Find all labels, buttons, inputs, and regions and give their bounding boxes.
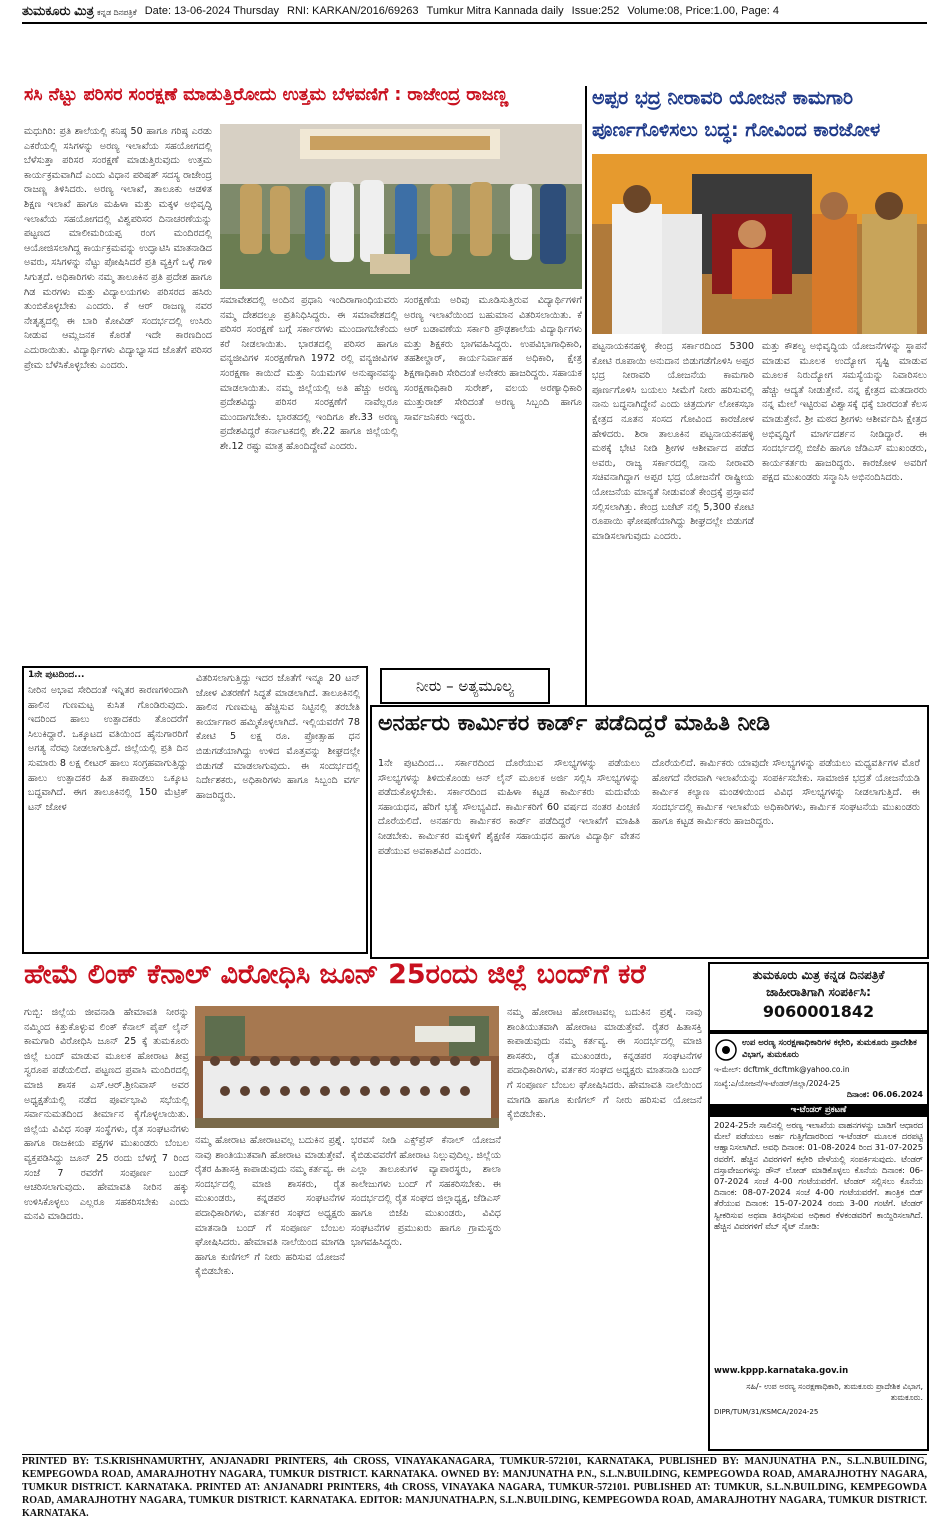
imprint-footer: PRINTED BY: T.S.KRISHNAMURTHY, ANJANADRI PRINTERS, 4th CROSS, VINAYAKANAGARA, TUMKUR-572101, KARNATAKA, PUBLISHED BY: MANJUNATHA P.N., S.L.N.BUILDING, KEMPEGOWDA ROAD, AMARAJHOTHY NAGARA, TUMKUR DISTRICT. KARNATAKA. OWNED BY: MANJUNATHA P.N., S.L.N.BUILDING, KEMPEGOWDA ROAD, AMARAJHOTHY NAGARA, TUMKUR DISTRICT. KARNATAKA. PRINTED AT: ANJANADRI PRINTERS, 4th CROSS, VINAYAKA NAGARA, TUMKUR-572101. PUBLISHED AT: TUMKUR, S.L.N.BUILDING, KEMPEGOWDA ROAD, AMARAJHOTHY NAGARA, TUMKUR DISTRICT. KARNATAKA. EDITOR: MANJUNATHA.P.N, S.L.N.BUILDING, KEMPEGOWDA ROAD, AMARAJHOTHY NAGARA, TUMKUR DISTRICT. KARNATAKA. bbox=[22, 1456, 927, 1519]
tender-title: ಇ-ಟೆಂಡರ್ ಪ್ರಕಟಣೆ bbox=[710, 1104, 927, 1118]
jump-column-1: ನೀರಿನ ಅಭಾವ ಸೇರಿದಂತೆ ಇನ್ನಿತರ ಕಾರಣಗಳಿಂದಾಗಿ ಹಾಲಿನ ಗುಣಮಟ್ಟ ಕುಸಿತ ಗೊಂಡಿರುವುದು. ಇದರಿಂದ ಹಾಲು ಉತ್ಪಾದಕರು ತೊಂದರೆಗೆ ಸಿಲುಕಿದ್ದಾರೆ. ಒಕ್ಕೂಟದ ವತಿಯಿಂದ ಹೈನುಗಾರರಿಗೆ ಅಗತ್ಯ ನೆರವು ನೀಡಲಾಗುತ್ತಿದೆ. ಜಿಲ್ಲೆಯಲ್ಲಿ ಪ್ರತಿ ದಿನ ಸುಮಾರು 8 ಲಕ್ಷ ಲೀಟರ್ ಹಾಲು ಸಂಗ್ರಹವಾಗುತ್ತಿದ್ದು ಹಾಲು ಉತ್ಪಾದಕರ ಹಿತ ಕಾಪಾಡಲು ಒಕ್ಕೂಟ ಬದ್ಧವಾಗಿದೆ. ಈಗ ತಾಲೂಕಿನಲ್ಲಿ 150 ಮೆಟ್ರಿಕ್ ಟನ್ ಜೋಳ bbox=[28, 685, 188, 813]
story4-column-1: ಗುಬ್ಬಿ: ಜಿಲ್ಲೆಯ ಜೀವನಾಡಿ ಹೇಮಾವತಿ ನೀರನ್ನು ನಮ್ಮಿಂದ ಕಿತ್ತುಕೊಳ್ಳುವ ಲಿಂಕ್ ಕೆನಾಲ್ ಪೈಪ್ ಲೈನ್ ಕಾಮಗಾರಿ ವಿರೋಧಿಸಿ ಜೂನ್ 25 ಕ್ಕೆ ತುಮಕೂರು ಜಿಲ್ಲೆ ಬಂದ್ ಮಾಡುವ ಮೂಲಕ ಹೋರಾಟ ತೀವ್ರ ಸ್ವರೂಪ ಪಡೆಯಲಿದೆ. ಪಟ್ಟಣದ ಪ್ರವಾಸಿ ಮಂದಿರದಲ್ಲಿ ಮಾಜಿ ಶಾಸಕ ಎಸ್.ಆರ್.ಶ್ರೀನಿವಾಸ್ ಅವರ ಅಧ್ಯಕ್ಷತೆಯಲ್ಲಿ ನಡೆದ ಪೂರ್ವಭಾವಿ ಸಭೆಯಲ್ಲಿ ಸರ್ವಾನುಮತದಿಂದ ತೀರ್ಮಾನ ಕೈಗೊಳ್ಳಲಾಯಿತು. ಜಿಲ್ಲೆಯ ವಿವಿಧ ಸಂಘ ಸಂಸ್ಥೆಗಳು, ರೈತ ಸಂಘಟನೆಗಳು ಹಾಗೂ ರಾಜಕೀಯ ಪಕ್ಷಗಳ ಮುಖಂಡರು ಬೆಂಬಲ ವ್ಯಕ್ತಪಡಿಸಿದ್ದು ಜೂನ್ 25 ರಂದು ಬೆಳಗ್ಗೆ 7 ರಿಂದ ಸಂಜೆ 7 ರವರೆಗೆ ಸಂಪೂರ್ಣ ಬಂದ್ ಆಚರಿಸಲಾಗುವುದು. ಹೇಮಾವತಿ ನೀರಿನ ಹಕ್ಕು ಉಳಿಸಿಕೊಳ್ಳಲು ಎಲ್ಲರೂ ಸಹಕರಿಸಬೇಕು ಎಂದು ಮನವಿ ಮಾಡಿದರು. bbox=[24, 1007, 189, 1223]
classified-line1: ತುಮಕೂರು ಮಿತ್ರ ಕನ್ನಡ ದಿನಪತ್ರಿಕೆ bbox=[752, 968, 885, 982]
government-emblem-icon bbox=[714, 1038, 738, 1062]
story1-column-2: ಸಮಾವೇಶದಲ್ಲಿ ಅಂದಿನ ಪ್ರಧಾನಿ ಇಂದಿರಾಗಾಂಧಿಯವರು ನಮ್ಮ ದೇಶದಲ್ಲೂ ಪ್ರತಿನಿಧಿಸಿದ್ದರು. ಈ ಸಮಾವೇಶದಲ್ಲಿ ಪರಿಸರ ಸಂರಕ್ಷಣೆ ಬಗ್ಗೆ ಸರ್ಕಾರಗಳು ಮುಂದಾಗಬೇಕೆಂದು ಕರೆ ನೀಡಲಾಯಿತು. ಭಾರತದಲ್ಲಿ ಪರಿಸರ ಹಾಗೂ ವನ್ಯಜೀವಿಗಳ ಸಂರಕ್ಷಣೆಗಾಗಿ 1972 ರಲ್ಲಿ ವನ್ಯಜೀವಿಗಳ ಸಂರಕ್ಷಣಾ ಕಾಯಿದೆ ಮತ್ತು ನಿಯಮಗಳ ಅನುಷ್ಠಾನವನ್ನು ಮಾಡಲಾಯಿತು. ನಮ್ಮ ಜಿಲ್ಲೆಯಲ್ಲಿ ಅತಿ ಹೆಚ್ಚು ಅರಣ್ಯ ಪ್ರದೇಶವಿದ್ದು ಪರಿಸರ ಸಂರಕ್ಷಣೆಗೆ ನಾವೆಲ್ಲರೂ ಮುಂದಾಗಬೇಕು. ಭಾರತದಲ್ಲಿ ಇಂದಿಗೂ ಶೇ.33 ಅರಣ್ಯ ಪ್ರದೇಶವಿದ್ದರೆ ಕರ್ನಾಟಕದಲ್ಲಿ ಶೇ.22 ಹಾಗೂ ಜಿಲ್ಲೆಯಲ್ಲಿ ಶೇ.12 ರಷ್ಟು ಮಾತ್ರ ಹೊಂದಿದ್ದೇವೆ ಎಂದರು. bbox=[220, 295, 398, 452]
tender-signature: ಸಹಿ/- ಉಪ ಅರಣ್ಯ ಸಂರಕ್ಷಣಾಧಿಕಾರಿ, ತುಮಕೂರು ಪ್ರಾದೇಶಿಕ ವಿಭಾಗ, ತುಮಕೂರು. bbox=[746, 1381, 923, 1402]
story2-headline-line2: ಪೂರ್ಣಗೊಳಿಸಲು ಬದ್ಧ: ಗೋವಿಂದ ಕಾರಜೋಳ bbox=[592, 120, 881, 141]
story2-column-2: ಮತ್ತು ಕೌಶಲ್ಯ ಅಭಿವೃದ್ಧಿಯ ಯೋಜನೆಗಳನ್ನು ಸ್ಥಾಪನೆ ಮಾಡುವ ಮೂಲಕ ಉದ್ಯೋಗ ಸೃಷ್ಟಿ ಮಾಡುವ ಮೂಲಕ ನಿರುದ್ಯೋಗ ಸಮಸ್ಯೆಯನ್ನು ನಿವಾರಿಸಲು ಹೆಚ್ಚು ಆದ್ಯತೆ ನೀಡುತ್ತೇನೆ. ನನ್ನ ಕ್ಷೇತ್ರದ ಮತದಾರರು ನನ್ನ ಮೇಲೆ ಇಟ್ಟಿರುವ ವಿಶ್ವಾಸಕ್ಕೆ ಧಕ್ಕೆ ಬಾರದಂತೆ ಕೆಲಸ ಮಾಡುತ್ತೇನೆ. ಶ್ರೀ ಮಠದ ಶ್ರೀಗಳು ಆಶೀರ್ವದಿಸಿ ಕ್ಷೇತ್ರದ ಅಭಿವೃದ್ಧಿಗೆ ಮಾರ್ಗದರ್ಶನ ನೀಡಿದ್ದಾರೆ. ಈ ಸಂದರ್ಭದಲ್ಲಿ ಬಿಜೆಪಿ ಹಾಗೂ ಜೆಡಿಎಸ್ ಮುಖಂಡರು, ಕಾರ್ಯಕರ್ತರು ಹಾಜರಿದ್ದರು. ಕಾರಜೋಳ ಅವರಿಗೆ ಪಕ್ಷದ ಮುಖಂಡರು ಸನ್ಮಾನಿಸಿ ಅಭಿನಂದಿಸಿದರು. bbox=[762, 341, 927, 484]
masthead-paper-name: Tumkur Mitra Kannada daily bbox=[426, 5, 564, 17]
story3-column-1: 1ನೇ ಪುಟದಿಂದ... ಸರ್ಕಾರದಿಂದ ದೊರೆಯುವ ಸೌಲಭ್ಯಗಳನ್ನು ಪಡೆಯಲು ಸೌಲಭ್ಯಗಳನ್ನು ತಿಳಿದುಕೊಂಡು ಆನ್ ಲೈನ್ ಮೂಲಕ ಅರ್ಜಿ ಸಲ್ಲಿಸಿ ಸೌಲಭ್ಯಗಳನ್ನು ಪಡೆದುಕೊಳ್ಳಬೇಕು. ಸರ್ಕಾರದಿಂದ ಮಹಿಳಾ ಕಟ್ಟಡ ಕಾರ್ಮಿಕರು ಮದುವೆಯ ಸಹಾಯಧನ, ಹೆರಿಗೆ ಭತ್ಯೆ ಸೌಲಭ್ಯವಿದೆ. ಕಾರ್ಮಿಕರಿಗೆ 60 ವರ್ಷದ ನಂತರ ಪಿಂಚಣಿ ದೊರೆಯಲಿದೆ. ಅನರ್ಹರು ಕಾರ್ಮಿಕರ ಕಾರ್ಡ್ ಪಡೆದಿದ್ದರೆ ಇಲಾಖೆಗೆ ಮಾಹಿತಿ ನೀಡಬೇಕು. ಕಾರ್ಮಿಕರ ಮಕ್ಕಳಿಗೆ ಶೈಕ್ಷಣಿಕ ಸಹಾಯಧನ ಹಾಗೂ ವಿದ್ಯಾರ್ಥಿ ವೇತನ ಪಡೆಯುವ ಅವಕಾಶವಿದೆ ಎಂದರು. bbox=[378, 758, 640, 857]
story2-column-1: ಪಟ್ಟನಾಯಕನಹಳ್ಳಿ ಕೇಂದ್ರ ಸರ್ಕಾರದಿಂದ 5300 ಕೋಟಿ ರೂಪಾಯಿ ಅನುದಾನ ಬಿಡುಗಡೆಗೊಳಿಸಿ ಅಪ್ಪರ ಭದ್ರ ನೀರಾವರಿ ಯೋಜನೆಯ ಕಾಮಗಾರಿ ಪೂರ್ಣಗೊಳಿಸಿ ಬಯಲು ಸೀಮೆಗೆ ನೀರು ಹರಿಸುವಲ್ಲಿ ನಾನು ಬದ್ಧನಾಗಿದ್ದೇನೆ ಎಂದು ಚಿತ್ರದುರ್ಗ ಲೋಕಸಭಾ ಕ್ಷೇತ್ರದ ನೂತನ ಸಂಸದ ಗೋವಿಂದ ಕಾರಜೋಳ ಹೇಳಿದರು. ಶಿರಾ ತಾಲೂಕಿನ ಪಟ್ಟನಾಯಕನಹಳ್ಳಿ ಮಠಕ್ಕೆ ಭೇಟಿ ನೀಡಿ ಶ್ರೀಗಳ ಆಶೀರ್ವಾದ ಪಡೆದ ಅವರು, ರಾಜ್ಯ ಸರ್ಕಾರದಲ್ಲಿ ನಾನು ನೀರಾವರಿ ಸಚಿವನಾಗಿದ್ದಾಗ ಅಪ್ಪರ ಭದ್ರ ಯೋಜನೆಗೆ ರಾಷ್ಟ್ರೀಯ ಯೋಜನೆಯ ಮಾನ್ಯತೆ ನೀಡುವಂತೆ ಕೇಂದ್ರಕ್ಕೆ ಪ್ರಸ್ತಾವನೆ ಸಲ್ಲಿಸಲಾಗಿತ್ತು. ಕೇಂದ್ರ ಬಜೆಟ್ ನಲ್ಲಿ 5,300 ಕೋಟಿ ರೂಪಾಯಿ ಘೋಷಣೆಯಾಗಿದ್ದು ಶೀಘ್ರದಲ್ಲೇ ಬಿಡುಗಡೆ ಮಾಡಿಸಲಾಗುವುದು ಎಂದರು. bbox=[592, 341, 754, 542]
tender-body: 2024-25ನೇ ಸಾಲಿನಲ್ಲಿ ಅರಣ್ಯ ಇಲಾಖೆಯ ವಾಹನಗಳನ್ನು ಬಾಡಿಗೆ ಆಧಾರದ ಮೇಲೆ ಪಡೆಯಲು ಅರ್ಹ ಗುತ್ತಿಗೆದಾರರಿಂದ ಇ-ಟೆಂಡರ್ ಮೂಲಕ ದರಪಟ್ಟಿ ಆಹ್ವಾನಿಸಲಾಗಿದೆ. ಅವಧಿ ದಿನಾಂಕ: 01-08-2024 ರಿಂದ 31-07-2025 ರವರೆಗೆ. ಹೆಚ್ಚಿನ ವಿವರಗಳಿಗೆ ಕಛೇರಿ ವೇಳೆಯಲ್ಲಿ ಸಂಪರ್ಕಿಸುವುದು. ಟೆಂಡರ್ ದಸ್ತಾವೇಜುಗಳನ್ನು ಡೌನ್ ಲೋಡ್ ಮಾಡಿಕೊಳ್ಳಲು ಕೊನೆಯ ದಿನಾಂಕ: 06-07-2024 ಸಂಜೆ 4-00 ಗಂಟೆಯವರೆಗೆ. ಟೆಂಡರ್ ಸಲ್ಲಿಸಲು ಕೊನೆಯ ದಿನಾಂಕ: 08-07-2024 ಸಂಜೆ 4-00 ಗಂಟೆಯವರೆಗೆ. ತಾಂತ್ರಿಕ ಬಿಡ್ ತೆರೆಯುವ ದಿನಾಂಕ: 15-07-2024 ರಂದು 3-00 ಗಂಟೆಗೆ. ಟೆಂಡರ್ ಸ್ವೀಕರಿಸುವ ಅಥವಾ ತಿರಸ್ಕರಿಸುವ ಅಧಿಕಾರ ಕೆಳಕಂಡವರಿಗೆ ಕಾಯ್ದಿರಿಸಲಾಗಿದೆ. ಹೆಚ್ಚಿನ ವಿವರಗಳಿಗೆ ವೆಬ್ ಸೈಟ್ ನೋಡಿ: bbox=[714, 1120, 923, 1231]
classified-ad-box bbox=[708, 962, 929, 1032]
masthead bbox=[22, 0, 927, 24]
story1-column-3: ಸಂರಕ್ಷಣೆಯ ಅರಿವು ಮೂಡಿಸುತ್ತಿರುವ ವಿದ್ಯಾರ್ಥಿಗಳಿಗೆ ಅರಣ್ಯ ಇಲಾಖೆಯಿಂದ ಬಹುಮಾನ ವಿತರಿಸಲಾಯಿತು. ಕೆ ಆರ್ ಬಡಾವಣೆಯ ಸರ್ಕಾರಿ ಪ್ರೌಢಶಾಲೆಯ ವಿದ್ಯಾರ್ಥಿಗಳು ಮತ್ತು ಶಿಕ್ಷಕರು ಭಾಗವಹಿಸಿದ್ದರು. ಉಪವಿಭಾಗಾಧಿಕಾರಿ, ತಹಶೀಲ್ದಾರ್, ಕಾರ್ಯನಿರ್ವಾಹಕ ಅಧಿಕಾರಿ, ಕ್ಷೇತ್ರ ಶಿಕ್ಷಣಾಧಿಕಾರಿ ಸೇರಿದಂತೆ ಅನೇಕರು ಹಾಜರಿದ್ದರು. ಸಹಾಯಕ ಸಂರಕ್ಷಣಾಧಿಕಾರಿ ಸುರೇಶ್, ವಲಯ ಅರಣ್ಯಾಧಿಕಾರಿ ಮುತ್ತುರಾಜ್ ಸೇರಿದಂತೆ ಅರಣ್ಯ ಸಿಬ್ಬಂದಿ ಹಾಗೂ ಸಾರ್ವಜನಿಕರು ಇದ್ದರು. bbox=[404, 295, 582, 423]
story1-photo bbox=[220, 124, 582, 289]
story1-divider bbox=[585, 86, 587, 706]
water-slogan-text: ನೀರು – ಅತ್ಯಮೂಲ್ಯ bbox=[416, 677, 514, 695]
event-photo-image bbox=[220, 124, 582, 289]
jump-column-2: ವಿತರಿಸಲಾಗುತ್ತಿದ್ದು ಇದರ ಜೊತೆಗೆ ಇನ್ನೂ 20 ಟನ್ ಜೋಳ ವಿತರಣೆಗೆ ಸಿದ್ಧತೆ ಮಾಡಲಾಗಿದೆ. ತಾಲೂಕಿನಲ್ಲಿ ಹಾಲಿನ ಗುಣಮಟ್ಟ ಹೆಚ್ಚಿಸುವ ನಿಟ್ಟಿನಲ್ಲಿ ತರಬೇತಿ ಕಾರ್ಯಾಗಾರ ಹಮ್ಮಿಕೊಳ್ಳಲಾಗಿದೆ. ಇಲ್ಲಿಯವರೆಗೆ 78 ಕೋಟಿ 5 ಲಕ್ಷ ರೂ. ಪ್ರೋತ್ಸಾಹ ಧನ ಬಿಡುಗಡೆಯಾಗಿದ್ದು ಉಳಿದ ಮೊತ್ತವನ್ನು ಶೀಘ್ರದಲ್ಲೇ ಬಿಡುಗಡೆ ಮಾಡಲಾಗುವುದು. ಈ ಸಂದರ್ಭದಲ್ಲಿ ನಿರ್ದೇಶಕರು, ಅಧಿಕಾರಿಗಳು ಹಾಗೂ ಸಿಬ್ಬಂದಿ ವರ್ಗ ಹಾಜರಿದ್ದರು. bbox=[196, 673, 360, 801]
story4-column-4 bbox=[507, 1006, 702, 1446]
story1-headline: ಸಸಿ ನೆಟ್ಟು ಪರಿಸರ ಸಂರಕ್ಷಣೆ ಮಾಡುತ್ತಿರೋದು ಉತ್ತಮ ಬೆಳವಣಿಗೆ : ರಾಜೇಂದ್ರ ರಾಜಣ್ಣ bbox=[24, 86, 509, 105]
jump-label: 1ನೇ ಪುಟದಿಂದ... bbox=[28, 670, 85, 680]
meeting-photo-image bbox=[592, 154, 927, 334]
tender-office: ಉಪ ಅರಣ್ಯ ಸಂರಕ್ಷಣಾಧಿಕಾರಿಗಳ ಕಛೇರಿ, ತುಮಕೂರು ಪ್ರಾದೇಶಿಕ ವಿಭಾಗ, ತುಮಕೂರು bbox=[742, 1038, 917, 1060]
story3-headline: ಅನರ್ಹರು ಕಾರ್ಮಿಕರ ಕಾರ್ಡ್ ಪಡೆದಿದ್ದರೆ ಮಾಹಿತಿ ನೀಡಿ bbox=[378, 711, 770, 736]
story4-photo bbox=[195, 1006, 499, 1128]
story2-photo bbox=[592, 154, 927, 334]
story1-column-1: ಮಧುಗಿರಿ: ಪ್ರತಿ ಶಾಲೆಯಲ್ಲಿ ಕನಿಷ್ಠ 50 ಹಾಗೂ ಗರಿಷ್ಠ ಎರಡು ಎಕರೆಯಲ್ಲಿ ಸಸಿಗಳನ್ನು ಅರಣ್ಯ ಇಲಾಖೆಯ ಸಹಯೋಗದಲ್ಲಿ ಬೆಳೆಸುತ್ತಾ ಪರಿಸರ ಸಂರಕ್ಷಣೆ ಮಾಡುತ್ತಿರುವುದು ಉತ್ತಮ ಕಾರ್ಯಕ್ರಮವಾಗಿದೆ ಎಂದು ವಿಧಾನ ಪರಿಷತ್ ಸದಸ್ಯ ರಾಜೇಂದ್ರ ರಾಜಣ್ಣ ತಿಳಿಸಿದರು. ಅರಣ್ಯ ಇಲಾಖೆ, ತಾಲೂಕು ಆಡಳಿತ ಶಿಕ್ಷಣ ಇಲಾಖೆ ಹಾಗೂ ಮಹಿಳಾ ಮತ್ತು ಮಕ್ಕಳ ಅಭಿವೃದ್ಧಿ ಇಲಾಖೆಯ ಸಹಯೋಗದಲ್ಲಿ ವಿಶ್ವಪರಿಸರ ದಿನಾಚರಣೆಯನ್ನು ಪಟ್ಟಣದ ಮಾಲೀಮರಿಯಪ್ಪ ರಂಗ ಮಂದಿರದಲ್ಲಿ ಆಯೋಜಿಸಲಾಗಿದ್ದ ಕಾರ್ಯಕ್ರಮವನ್ನು ಉದ್ಘಾಟಿಸಿ ಮಾತನಾಡಿದ ಅವರು, ಸಸಿಗಳನ್ನು ನೆಟ್ಟು ಪೋಷಿಸಿದರೆ ಪ್ರತಿ ವ್ಯಕ್ತಿಗೆ ಒಳ್ಳೆ ಗಾಳಿ ಸಿಗುತ್ತದೆ. ಅಧಿಕಾರಿಗಳು ನಮ್ಮ ತಾಲೂಕಿನ ಪ್ರತಿ ಪ್ರದೇಶ ಹಾಗೂ ಗಿಡ ಮರಗಳು ಮತ್ತು ವಿದ್ಯಾಲಯಗಳು ಪರಿಸರದ ಹಸಿರು ತುಂಬಿಕೊಳ್ಳಬೇಕು ಎಂದರು. ಕೆ ಆರ್ ರಾಜಣ್ಣ ನವರ ನೇತೃತ್ವದಲ್ಲಿ ಈ ಬಾರಿ ಕೋವಿಡ್ ಸಂದರ್ಭದಲ್ಲಿ ಉಸಿರು ನೀಡುವ ಆಮ್ಲಜನಕ ಕೊರತೆ ಇದೇ ಕಾರಣದಿಂದ ಎದುರಾಯಿತು. ವಿದ್ಯಾರ್ಥಿಗಳು ವಿದ್ಯಾಭ್ಯಾಸದ ಜೊತೆಗೆ ಪರಿಸರ ಪ್ರೇಮ ಬೆಳೆಸಿಕೊಳ್ಳಬೇಕು ಎಂದರು. bbox=[24, 126, 212, 371]
tender-date: ದಿನಾಂಕ: 06.06.2024 bbox=[846, 1090, 923, 1099]
story2-headline-line1: ಅಪ್ಪರ ಭದ್ರ ನೀರಾವರಿ ಯೋಜನೆ ಕಾಮಗಾರಿ bbox=[592, 88, 854, 109]
story3-column-2: ದೊರೆಯಲಿದೆ. ಕಾರ್ಮಿಕರು ಯಾವುದೇ ಸೌಲಭ್ಯಗಳನ್ನು ಪಡೆಯಲು ಮಧ್ಯವರ್ತಿಗಳ ಮೊರೆ ಹೋಗದೆ ನೇರವಾಗಿ ಇಲಾಖೆಯನ್ನು ಸಂಪರ್ಕಿಸಬೇಕು. ಸಾಮಾಜಿಕ ಭದ್ರತೆ ಯೋಜನೆಯಡಿ ಕಾರ್ಮಿಕ ಕಲ್ಯಾಣ ಮಂಡಳಿಯಿಂದ ವಿವಿಧ ಸೌಲಭ್ಯಗಳನ್ನು ನೀಡಲಾಗುತ್ತಿದೆ. ಈ ಸಂದರ್ಭದಲ್ಲಿ ಕಾರ್ಮಿಕ ಇಲಾಖೆಯ ಅಧಿಕಾರಿಗಳು, ಕಾರ್ಮಿಕ ಸಂಘಟನೆಯ ಮುಖಂಡರು ಹಾಗೂ ಕಟ್ಟಡ ಕಾರ್ಮಿಕರು ಹಾಜರಿದ್ದರು. bbox=[652, 758, 920, 828]
masthead-rni: RNI: KARKAN/2016/69263 bbox=[287, 5, 419, 17]
masthead-issue: Issue:252 bbox=[571, 5, 620, 17]
story3-box bbox=[370, 705, 929, 959]
story4-column-2: ನಮ್ಮ ಹೋರಾಟ ಹೋರಾಟವಲ್ಲ ಬದುಕಿನ ಪ್ರಶ್ನೆ. ನಾವು ಶಾಂತಿಯುತವಾಗಿ ಹೋರಾಟ ಮಾಡುತ್ತೇವೆ. ರೈತರ ಹಿತಾಸಕ್ತಿ ಕಾಪಾಡುವುದು ನಮ್ಮ ಕರ್ತವ್ಯ. ಈ ಸಂದರ್ಭದಲ್ಲಿ ಮಾಜಿ ಶಾಸಕರು, ರೈತ ಮುಖಂಡರು, ಕನ್ನಡಪರ ಸಂಘಟನೆಗಳ ಪದಾಧಿಕಾರಿಗಳು, ವರ್ತಕರ ಸಂಘದ ಅಧ್ಯಕ್ಷರು ಮಾತನಾಡಿ ಬಂದ್ ಗೆ ಸಂಪೂರ್ಣ ಬೆಂಬಲ ಘೋಷಿಸಿದರು. ಹೇಮಾವತಿ ನಾಲೆಯಿಂದ ಮಾಗಡಿ ಹಾಗೂ ಕುಣಿಗಲ್ ಗೆ ನೀರು ಹರಿಸುವ ಯೋಜನೆ ಕೈಬಿಡಬೇಕು. bbox=[195, 1135, 345, 1278]
tender-ref: ಸಂಖ್ಯೆ:ಎ/ಯೋಜನೆ/ಇ-ಟೆಂಡರ್/ಜಿಲ್ಲಾ/2024-25 bbox=[714, 1078, 841, 1088]
classified-phone: 9060001842 bbox=[762, 1002, 875, 1021]
classified-line2: ಜಾಹೀರಾತಿಗಾಗಿ ಸಂಪರ್ಕಿಸಿ: bbox=[766, 985, 871, 999]
tender-website: www.kppp.karnataka.gov.in bbox=[714, 1366, 849, 1376]
masthead-date: Date: 13-06-2024 Thursday bbox=[144, 5, 280, 17]
tender-notice bbox=[708, 1032, 929, 1451]
story4-column-3: ಭರವಸೆ ನೀಡಿ ಎಕ್ಸ್‌ಪ್ರೆಸ್ ಕೆನಾಲ್ ಯೋಜನೆ ಕೈಬಿಡುವವರೆಗೆ ಹೋರಾಟ ನಿಲ್ಲುವುದಿಲ್ಲ. ಜಿಲ್ಲೆಯ ಎಲ್ಲಾ ತಾಲೂಕುಗಳ ವ್ಯಾಪಾರಸ್ಥರು, ಶಾಲಾ ಕಾಲೇಜುಗಳು ಬಂದ್ ಗೆ ಸಹಕರಿಸಬೇಕು. ಈ ಸಂದರ್ಭದಲ್ಲಿ ರೈತ ಸಂಘದ ಜಿಲ್ಲಾಧ್ಯಕ್ಷ, ಜೆಡಿಎಸ್ ಹಾಗೂ ಬಿಜೆಪಿ ಮುಖಂಡರು, ವಿವಿಧ ಸಂಘಟನೆಗಳ ಪ್ರಮುಖರು ಹಾಗೂ ಗ್ರಾಮಸ್ಥರು ಭಾಗವಹಿಸಿದ್ದರು. bbox=[351, 1135, 501, 1249]
tender-email: ಇ-ಮೇಲ್: dcftmk_dcftmk@yahoo.co.in bbox=[714, 1065, 850, 1074]
story4-column-4-text: ನಮ್ಮ ಹೋರಾಟ ಹೋರಾಟವಲ್ಲ ಬದುಕಿನ ಪ್ರಶ್ನೆ. ನಾವು ಶಾಂತಿಯುತವಾಗಿ ಹೋರಾಟ ಮಾಡುತ್ತೇವೆ. ರೈತರ ಹಿತಾಸಕ್ತಿ ಕಾಪಾಡುವುದು ನಮ್ಮ ಕರ್ತವ್ಯ. ಈ ಸಂದರ್ಭದಲ್ಲಿ ಮಾಜಿ ಶಾಸಕರು, ರೈತ ಮುಖಂಡರು, ಕನ್ನಡಪರ ಸಂಘಟನೆಗಳ ಪದಾಧಿಕಾರಿಗಳು, ವರ್ತಕರ ಸಂಘದ ಅಧ್ಯಕ್ಷರು ಮಾತನಾಡಿ ಬಂದ್ ಗೆ ಸಂಪೂರ್ಣ ಬೆಂಬಲ ಘೋಷಿಸಿದರು. ಹೇಮಾವತಿ ನಾಲೆಯಿಂದ ಮಾಗಡಿ ಹಾಗೂ ಕುಣಿಗಲ್ ಗೆ ನೀರು ಹರಿಸುವ ಯೋಜನೆ ಕೈಬಿಡಬೇಕು. bbox=[507, 1007, 702, 1121]
masthead-meta: Volume:08, Price:1.00, Page: 4 bbox=[627, 5, 780, 17]
jump-story-box bbox=[22, 666, 368, 954]
masthead-logo: ತುಮಕೂರು ಮಿತ್ರ ಕನ್ನಡ ದಿನಪತ್ರಿಕೆ bbox=[22, 3, 137, 18]
tender-dipr: DIPR/TUM/31/KSMCA/2024-25 bbox=[714, 1407, 819, 1416]
water-slogan-box bbox=[380, 668, 550, 704]
story4-headline: ಹೇಮೆ ಲಿಂಕ್ ಕೆನಾಲ್ ವಿರೋಧಿಸಿ ಜೂನ್ 25ರಂದು ಜಿಲ್ಲೆ ಬಂದ್‌ಗೆ ಕರೆ bbox=[24, 960, 646, 990]
group-photo-image bbox=[195, 1006, 499, 1128]
